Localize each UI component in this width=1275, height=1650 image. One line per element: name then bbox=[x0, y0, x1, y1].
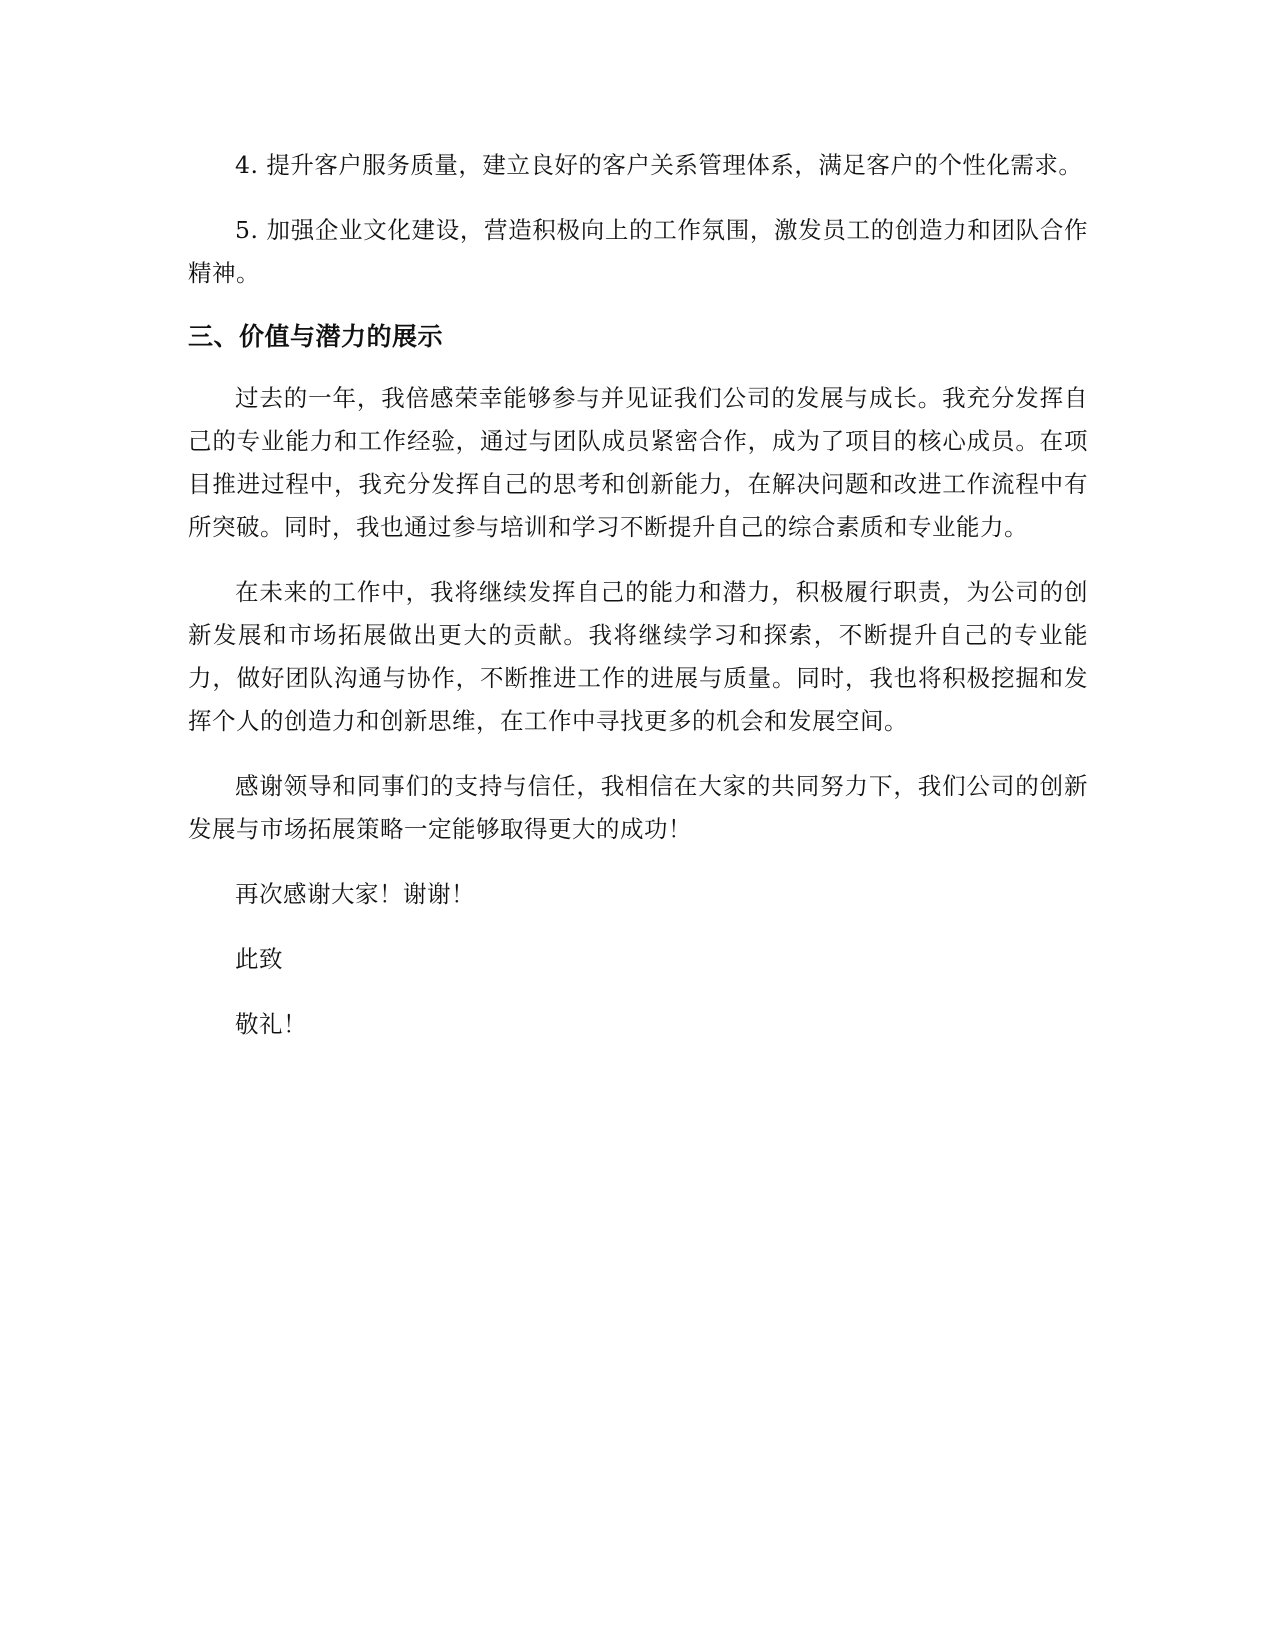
closing-salutation-2: 敬礼！ bbox=[235, 1010, 307, 1038]
body-paragraph: 在未来的工作中，我将继续发挥自己的能力和潜力，积极履行职责，为公司的创新发展和市场拓展做出更大的贡献。我将继续学习和探索，不断提升自己的专业能力，做好团队沟通与协作，不断推进工作的进展与质量。同时，我也将积极挖掘和发挥个人的创造力和创新思维，在工作中寻找更多的机会和发展空间。 bbox=[188, 578, 1088, 735]
document-body bbox=[188, 144, 1088, 1068]
section-heading: 三、价值与潜力的展示 bbox=[188, 322, 444, 351]
list-item: 4. 提升客户服务质量，建立良好的客户关系管理体系，满足客户的个性化需求。 bbox=[235, 151, 1083, 179]
body-paragraph: 感谢领导和同事们的支持与信任，我相信在大家的共同努力下，我们公司的创新发展与市场拓展策略一定能够取得更大的成功！ bbox=[188, 772, 1088, 843]
body-paragraph: 过去的一年，我倍感荣幸能够参与并见证我们公司的发展与成长。我充分发挥自己的专业能力和工作经验，通过与团队成员紧密合作，成为了项目的核心成员。在项目推进过程中，我充分发挥自己的思考和创新能力，在解决问题和改进工作流程中有所突破。同时，我也通过参与培训和学习不断提升自己的综合素质和专业能力。 bbox=[188, 384, 1088, 541]
closing-thanks: 再次感谢大家！谢谢！ bbox=[235, 880, 475, 908]
closing-salutation-1: 此致 bbox=[235, 945, 283, 973]
list-item: 5. 加强企业文化建设，营造积极向上的工作氛围，激发员工的创造力和团队合作精神。 bbox=[188, 216, 1088, 287]
